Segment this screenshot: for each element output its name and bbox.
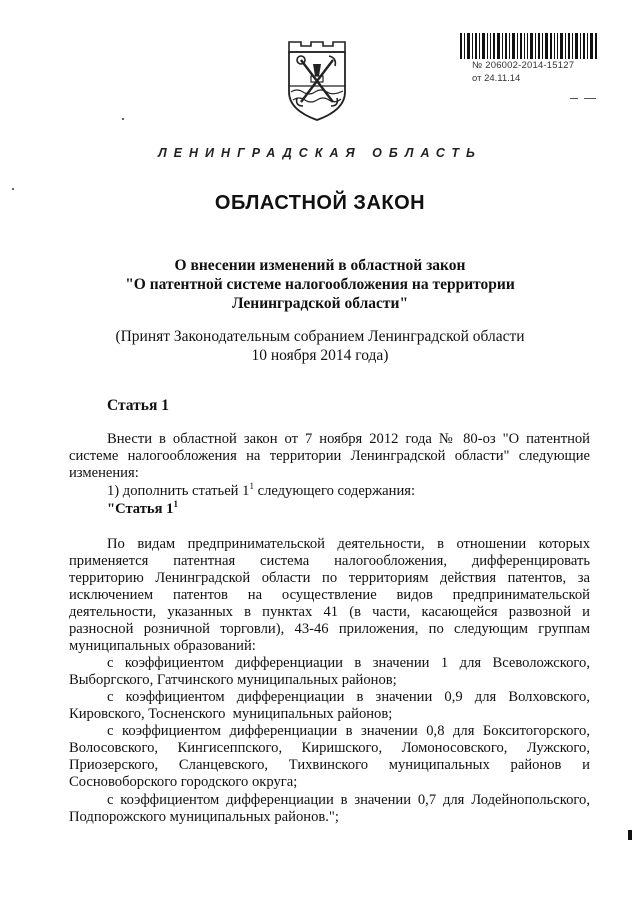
coat-of-arms-emblem — [285, 36, 349, 126]
law-title-line: О внесении изменений в областной закон — [174, 257, 466, 274]
body-paragraph — [69, 536, 590, 655]
paragraph-line: Приозерского, Сланцевского, Тихвинского муниципальных районов и — [69, 757, 590, 773]
divider — [570, 98, 578, 99]
coefficient-item-3 — [69, 723, 590, 791]
coefficient-item-2 — [69, 689, 590, 723]
paragraph-line: применяется патентная система налогообложения, дифференцировать — [69, 553, 590, 569]
intro-paragraph — [69, 431, 590, 482]
new-article-heading — [107, 501, 178, 518]
paragraph-line: деятельности, указанных в пунктах 41 (в части, касающейся развозной и — [69, 604, 590, 620]
paragraph-line: муниципальных образований: — [69, 638, 256, 654]
scan-speck — [12, 188, 14, 190]
paragraph-line: Выборгского, Гатчинского муниципальных районов; — [69, 672, 397, 688]
adoption-note — [0, 327, 640, 365]
paragraph-line: Кировского, Тосненского муниципальных районов; — [69, 706, 393, 722]
law-title — [0, 256, 640, 313]
new-article-heading-text: "Статья 1 — [107, 501, 174, 517]
paragraph-line: разносной розничной торговли), 43-46 приложения, по следующим группам — [69, 621, 590, 637]
paragraph-line: с коэффициентом дифференциации в значении 1 для Всеволожского, — [107, 655, 590, 671]
coefficient-item-1 — [69, 655, 590, 689]
amendment-item-text: 1) дополнить статьей 1 — [107, 483, 250, 499]
paragraph-line: с коэффициентом дифференциации в значении 0,7 для Лодейнопольского, — [107, 792, 590, 808]
paragraph-line: с коэффициентом дифференциации в значении 0,9 для Волховского, — [107, 689, 590, 705]
law-type-heading: ОБЛАСТНОЙ ЗАКОН — [214, 192, 426, 214]
barcode — [460, 33, 598, 59]
region-name: ЛЕНИНГРАДСКАЯ ОБЛАСТЬ — [158, 146, 482, 160]
paragraph-line: Подпорожского муниципальных районов."; — [69, 809, 339, 825]
amendment-item-text: следующего содержания: — [253, 483, 416, 499]
paragraph-line: территорию Ленинградской области по территориям действия патентов, за — [69, 570, 590, 586]
coefficient-item-4 — [69, 792, 590, 826]
law-title-line: Ленинградской области" — [231, 295, 409, 312]
paragraph-line: системе налогообложения на территории Ленинградской области" следующие — [69, 448, 590, 464]
superscript: 1 — [249, 481, 254, 491]
adoption-note-line: 10 ноября 2014 года) — [251, 347, 389, 364]
scan-speck — [122, 118, 124, 120]
registration-number: № 206002-2014-15127 — [472, 60, 575, 71]
paragraph-line: По видам предпринимательской деятельности, в отношении которых — [107, 536, 590, 552]
paragraph-line: Внести в областной закон от 7 ноября 2012 года № 80-оз "О патентной — [107, 431, 590, 447]
adoption-note-line: (Принят Законодательным собранием Ленинградской области — [115, 328, 525, 345]
paragraph-line: изменения: — [69, 465, 139, 481]
article-1-heading: Статья 1 — [107, 397, 169, 414]
paragraph-line: Сосновоборского городского округа; — [69, 774, 298, 790]
scan-edge-mark — [628, 830, 632, 840]
amendment-item-1 — [107, 483, 415, 500]
superscript: 1 — [173, 499, 178, 509]
paragraph-line: Волосовского, Кингисеппского, Киришского, Ломоносовского, Лужского, — [69, 740, 590, 756]
registration-date: от 24.11.14 — [472, 73, 521, 84]
paragraph-line: исключением патентов на осуществление видов предпринимательской — [69, 587, 590, 603]
law-title-line: "О патентной системе налогообложения на территории — [125, 276, 515, 293]
divider — [584, 98, 596, 99]
paragraph-line: с коэффициентом дифференциации в значении 0,8 для Бокситогорского, — [107, 723, 590, 739]
